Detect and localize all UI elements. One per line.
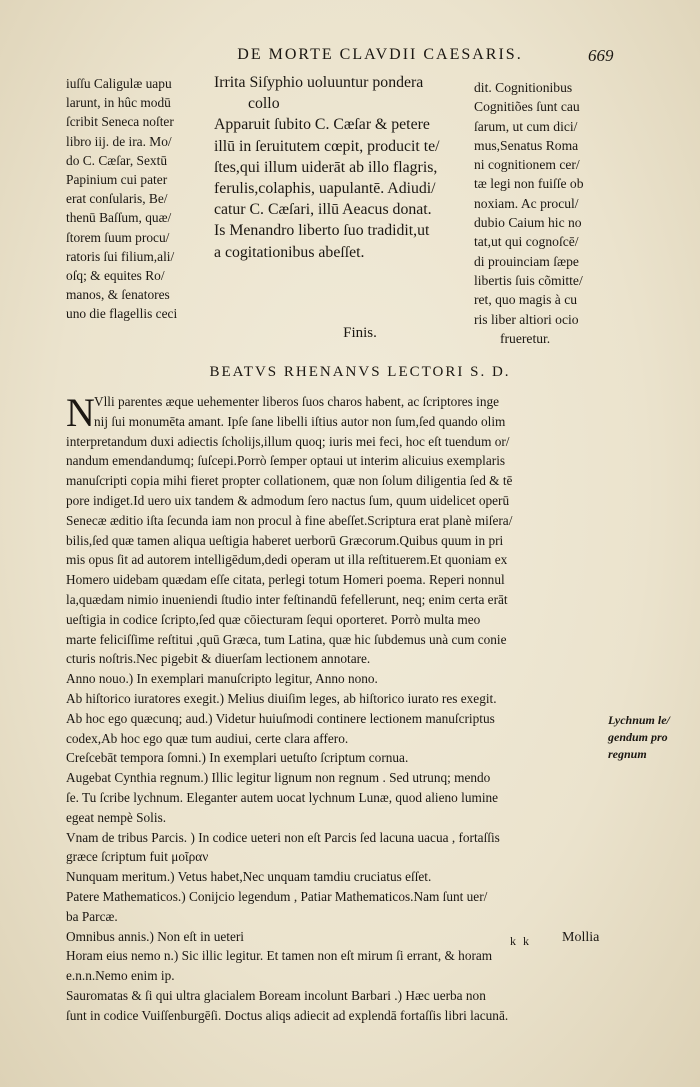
catchword: Mollia: [562, 930, 600, 945]
text-line: do C. Cæſar, Sextū: [66, 152, 168, 168]
finis-heading: Finis.: [343, 325, 377, 341]
text-line: Papinium cui pater: [66, 172, 168, 188]
text-line: ratoris ſui filium,ali/: [66, 248, 175, 264]
text-line: manos, & ſenatores: [66, 287, 170, 303]
text-line: ſtorem ſuum procu/: [66, 229, 170, 245]
text-line: Vlli parentes æque uehementer liberos ſuos charos habent, ac ſcriptores inge: [94, 394, 500, 409]
text-line: catur C. Cæſari, illū Aeacus donat.: [214, 201, 432, 219]
text-line: mis opus ſit ad autorem intelligēdum,dedi operam ut illa reſtituerem.Et quoniam ex: [66, 552, 508, 568]
page-number: 669: [588, 46, 614, 65]
text-line: oſq; & equites Ro/: [66, 268, 165, 284]
text-line: dit. Cognitionibus: [474, 80, 573, 95]
text-line: collo: [248, 95, 280, 113]
right-commentary-column: [474, 78, 614, 348]
note-line: Horam eius nemo n.) Sic illic legitur. Et tamen non eſt mirum ſi errant, & horam: [66, 948, 493, 964]
text-line: noxiam. Ac procul/: [474, 195, 579, 211]
text-line: manuſcripti copia mihi fieret propter collationem, quæ non ſolum diligentia ſed & tē: [66, 473, 513, 489]
signature-mark: k k: [510, 934, 531, 948]
left-commentary-column: [66, 74, 206, 324]
note-line: Omnibus annis.) Non eſt in ueteri: [66, 928, 245, 944]
text-line: larunt, in hûc modū: [66, 95, 171, 111]
text-line: ferulis,colaphis, uapulantē. Adiudi/: [214, 180, 436, 198]
text-line: nandum emendandumq; ſuſcepi.Porrò ſemper optaui ut interim alicuius exemplaris: [66, 453, 506, 469]
epistle-body: [66, 392, 606, 1026]
text-line: regnum: [608, 747, 647, 761]
note-line: Vnam de tribus Parcis. ) In codice ueteri non eſt Parcis ſed lacuna uacua , fortaſſis: [66, 829, 500, 845]
text-line: uno die flagellis ceci: [66, 306, 178, 322]
note-line: ba Parcæ.: [66, 908, 118, 924]
text-line: pore indiget.Id uero uix tandem & admodum ſero nactus ſum, quum uidelicet operū: [66, 492, 510, 508]
note-line: Creſcebāt tempora ſomni.) In exemplari uetuſto ſcriptum cornua.: [66, 750, 409, 766]
note-line: Patere Mathematicos.) Conijcio legendum , Patiar Mathematicos.Nam ſunt uer/: [66, 888, 488, 904]
text-line: Apparuit ſubito C. Cæſar & petere: [214, 116, 430, 134]
text-line: frueretur.: [500, 330, 551, 346]
text-line: illū in ſeruitutem cœpit, producit te/: [214, 137, 440, 155]
note-line: ſe. Tu ſcribe lychnum. Eleganter autem uocat lychnum Lunæ, quod alieno lumine: [66, 789, 499, 805]
text-line: ſcribit Seneca noſter: [66, 114, 174, 130]
text-line: dubio Caium hic no: [474, 215, 582, 231]
text-line: ni cognitionem cer/: [474, 157, 580, 173]
text-line: thenū Baſſum, quæ/: [66, 210, 172, 226]
text-line: di prouinciam ſæpe: [474, 253, 579, 269]
note-line: Anno nouo.) In exemplari manuſcripto legitur, Anno nono.: [66, 671, 378, 687]
note-line: egeat nempè Solis.: [66, 809, 167, 825]
note-line: Augebat Cynthia regnum.) Illic legitur lignum non regnum . Sed utrunq; mendo: [66, 770, 491, 786]
text-line: ris liber altiori ocio: [474, 311, 579, 327]
text-line: Irrita Siſyphio uoluuntur pondera: [214, 74, 424, 91]
note-line: ſunt in codice Vuiſſenburgēſi. Doctus aliqs adiecit ad explendā fortaſſis libri lacunā.: [66, 1007, 509, 1023]
marginal-note: [608, 712, 698, 763]
drop-capital: N: [66, 390, 95, 435]
text-line: marte feliciſſime reſtitui ,quū Græca, tum Latina, quæ hic ſubdemus unà cum conie: [66, 631, 507, 647]
note-line: Ab hoc ego quæcunq; aud.) Videtur huiuſmodi continere lectionem manuſcriptus: [66, 710, 495, 726]
note-line: Nunquam meritum.) Vetus habet,Nec unquam tamdiu cruciatus eſſet.: [66, 869, 432, 885]
text-line: ret, quo magis à cu: [474, 292, 578, 308]
text-line: libertis ſuis cõmitte/: [474, 272, 583, 288]
text-line: nij ſui monumēta amant. Ipſe ſane libelli iſtius autor non ſum,ſed quando olim: [94, 413, 506, 429]
text-line: ueſtigia in codice ſcripto,ſed quæ cōiecturam ſequi oporteret. Porrò multa meo: [66, 611, 481, 627]
text-line: bilis,ſed quæ tamen aliqua ueſtigia haberet uerborū Græcorum.Quibus quum in pri: [66, 532, 504, 548]
text-line: Homero uidebam quædam eſſe citata, perlegi totum Homeri poema. Reperi nonnul: [66, 572, 505, 588]
text-line: Is Menandro liberto ſuo tradidit,ut: [214, 222, 430, 240]
text-line: tæ legi non fuiſſe ob: [474, 176, 584, 192]
text-line: Lychnum le/: [608, 713, 670, 727]
text-line: cturis noſtris.Nec pigebit & diuerſam lectionem annotare.: [66, 651, 371, 667]
text-line: Senecæ æditio iſta ſecunda iam non procul à fine abeſſet.Scriptura erat planè miſera/: [66, 512, 513, 528]
main-text-column: [214, 72, 470, 263]
text-line: mus,Senatus Roma: [474, 137, 579, 153]
note-line: Ab hiſtorico iuratores exegit.) Melius diuiſim leges, ab hiſtorico iurato res exegit.: [66, 690, 497, 706]
running-title: DE MORTE CLAVDII CAESARIS.: [237, 46, 523, 63]
text-line: ſtes,qui illum uiderāt ab illo flagris,: [214, 158, 438, 176]
text-line: gendum pro: [608, 730, 668, 744]
text-line: iuſſu Caligulæ uapu: [66, 76, 172, 91]
text-line: tat,ut qui cognoſcē/: [474, 234, 579, 250]
text-line: erat conſularis, Be/: [66, 191, 168, 207]
note-line: græce ſcriptum fuit μοῖραν: [66, 849, 209, 865]
text-line: ſarum, ut cum dici/: [474, 118, 578, 134]
text-line: libro iij. de ira. Mo/: [66, 133, 172, 149]
note-line: Sauromatas & ſi qui ultra glacialem Boream incolunt Barbari .) Hæc uerba non: [66, 987, 486, 1003]
note-line: e.n.n.Nemo enim ip.: [66, 968, 175, 984]
text-line: la,quædam nimio inueniendi ſtudio inter feſtinandū fefellerunt, neq; enim certa erāt: [66, 591, 508, 607]
text-line: Cognitiões ſunt cau: [474, 99, 580, 115]
text-line: a cogitationibus abeſſet.: [214, 243, 365, 261]
note-line: codex,Ab hoc ego quæ tum audiui, certe clara affero.: [66, 730, 349, 746]
epistle-title: BEATVS RHENANVS LECTORI S. D.: [209, 364, 511, 380]
text-line: interpretandum duxi adiectis ſcholijs,illum quoq; iuris mei feci, hoc eſt tuendum or/: [66, 433, 510, 449]
